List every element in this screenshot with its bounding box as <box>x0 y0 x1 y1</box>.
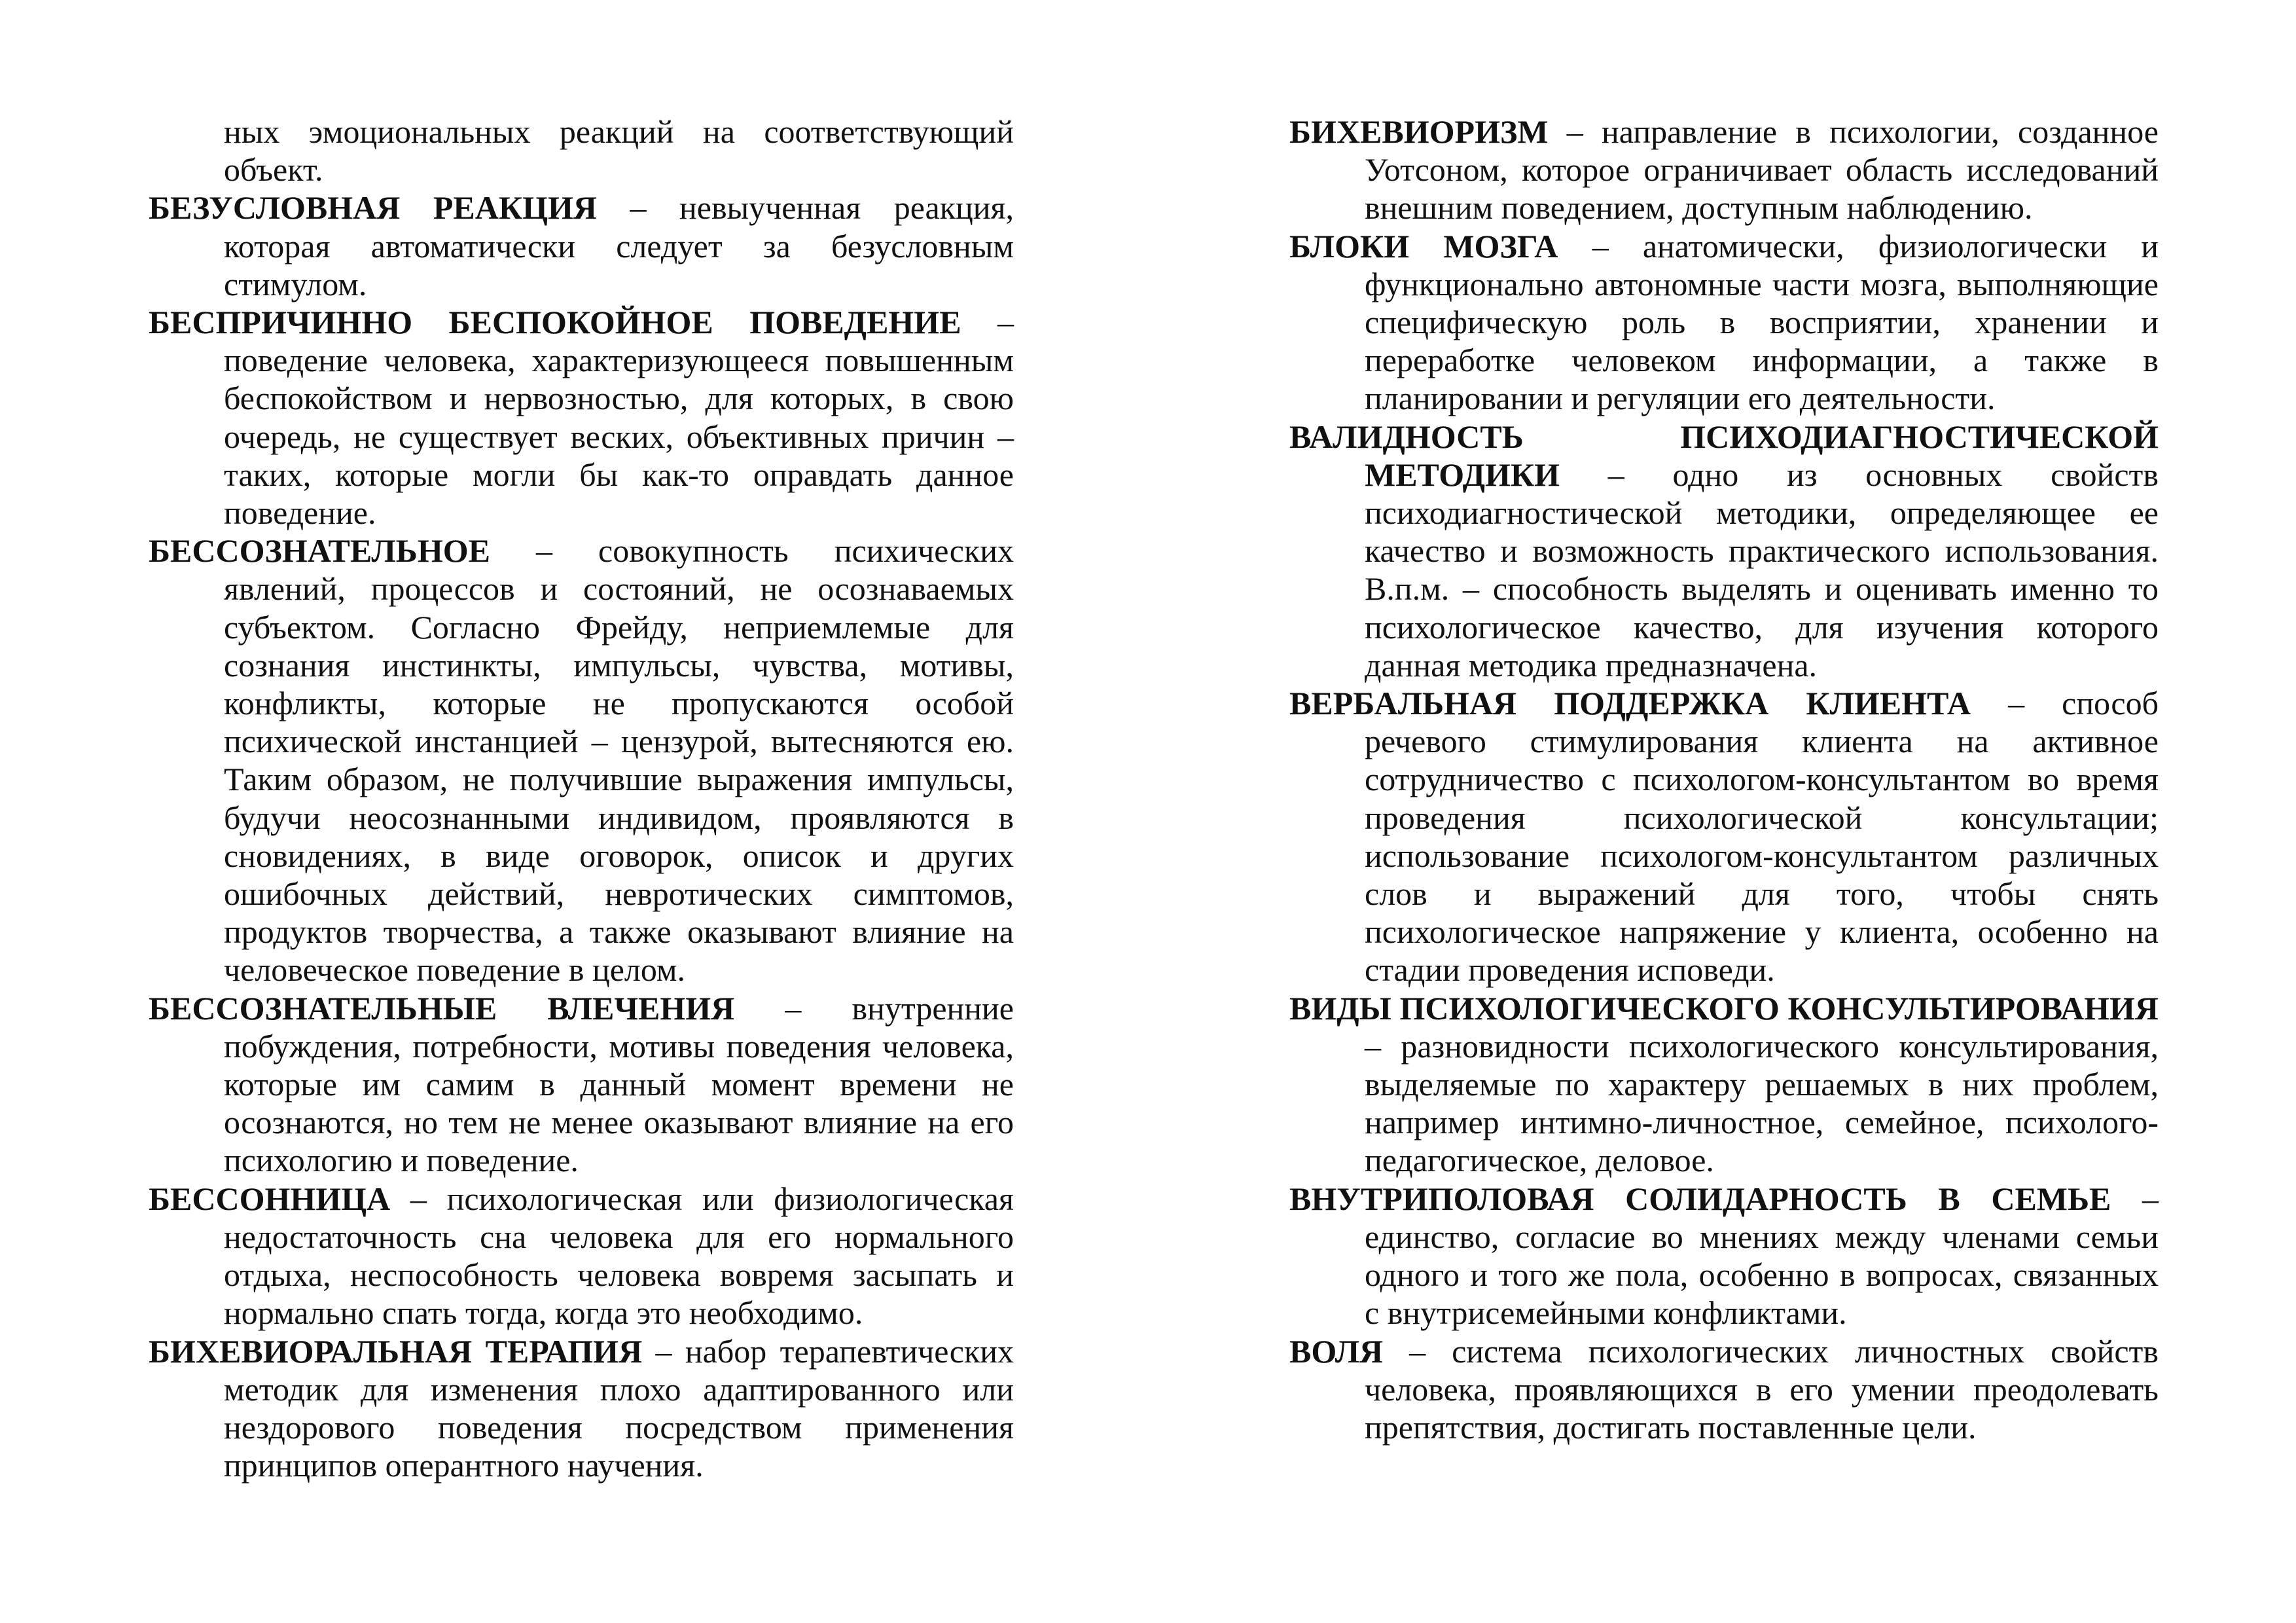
entry-term: ВЕРБАЛЬНАЯ ПОДДЕРЖКА КЛИЕНТА <box>1289 685 1971 722</box>
entry-definition: – невыученная реакция, которая автоматически следует за безусловным стимулом. <box>224 189 1014 302</box>
dictionary-entry <box>1289 418 2159 684</box>
dictionary-entry <box>149 989 1014 1180</box>
dictionary-entry <box>1289 113 2159 227</box>
entry-term: ВАЛИДНОСТЬ ПСИХОДИАГНОСТИЧЕСКОЙ МЕТОДИКИ <box>1289 418 2159 493</box>
entry-term: БЛОКИ МОЗГА <box>1289 227 1558 264</box>
entry-definition: – психологическая или физиологическая недостаточность сна человека для его нормального отдыха, неспособность человека вовремя засыпать и нормально спать тогда, когда это необходимо. <box>224 1180 1014 1332</box>
dictionary-entry <box>1289 989 2159 1180</box>
dictionary-entry <box>1289 1180 2159 1332</box>
entry-term: ВНУТРИПОЛОВАЯ СОЛИДАРНОСТЬ В СЕМЬЕ <box>1289 1180 2111 1217</box>
entry-definition: – внутренние побуждения, потребности, мотивы поведения человека, которые им самим в данный момент времени не осознаются, но тем не менее оказывают влияние на его психологию и поведение. <box>224 989 1014 1179</box>
entry-definition: – система психологических личностных свойств человека, проявляющихся в его умении преодолевать препятствия, достигать поставленные цели. <box>1365 1332 2159 1446</box>
continuation-text: ных эмоциональных реакций на соответствующий объект. <box>224 113 1014 189</box>
entry-term: БИХЕВИОРАЛЬНАЯ ТЕРАПИЯ <box>149 1332 643 1370</box>
entry-term: БИХЕВИОРИЗМ <box>1289 113 1549 150</box>
entry-definition: – способ речевого стимулирования клиента на активное сотрудничество с психологом-консультантом во время проведения психологической консультации; использование психологом-консультантом различных слов и выражений для того, чтобы снять психологическое напряжение у клиента, особенно на стадии проведения исповеди. <box>1365 685 2159 989</box>
entry-term: ВОЛЯ <box>1289 1332 1384 1370</box>
entry-term: БЕССОЗНАТЕЛЬНОЕ <box>149 532 490 570</box>
dictionary-entry <box>149 303 1014 532</box>
entry-definition: – набор терапевтических методик для изменения плохо адаптированного или нездорового поведения посредством применения принципов оперантного научения. <box>224 1332 1014 1484</box>
entry-term: БЕСПРИЧИННО БЕСПОКОЙНОЕ ПОВЕДЕНИЕ <box>149 304 961 341</box>
entry-definition: – анатомически, физиологически и функционально автономные части мозга, выполняющие специфическую роль в восприятии, хранении и переработке человеком информации, а также в планировании и регуляции его деятельности. <box>1365 227 2159 417</box>
dictionary-entry <box>1289 227 2159 418</box>
entry-definition: – разновидности психологического консультирования, выделяемые по характеру решаемых в них проблем, например интимно-личностное, семейное, психолого-педагогическое, деловое. <box>1365 1027 2159 1179</box>
dictionary-entry <box>149 189 1014 303</box>
entry-definition: – направление в психологии, созданное Уотсоном, которое ограничивает область исследований внешним поведением, доступным наблюдению. <box>1365 113 2159 227</box>
entry-term: БЕЗУСЛОВНАЯ РЕАКЦИЯ <box>149 189 597 227</box>
entry-term: БЕССОННИЦА <box>149 1180 391 1217</box>
left-page <box>149 113 1014 1484</box>
dictionary-entry <box>149 532 1014 989</box>
right-page <box>1289 113 2159 1446</box>
entry-definition: – совокупность психических явлений, процессов и состояний, не осознаваемых субъектом. Согласно Фрейду, неприемлемые для сознания инстинкты, импульсы, чувства, мотивы, конфликты, которые не пропускаются особой психической инстанцией – цензурой, вытесняются ею. Таким образом, не получившие выражения импульсы, будучи неосознанными индивидом, проявляются в сновидениях, в виде оговорок, описок и других ошибочных действий, невротических симптомов, продуктов творчества, а также оказывают влияние на человеческое поведение в целом. <box>224 532 1014 989</box>
entry-definition: – единство, согласие во мнениях между членами семьи одного и того же пола, особенно в вопросах, связанных с внутрисемейными конфликтами. <box>1365 1180 2159 1332</box>
dictionary-entry <box>1289 1332 2159 1447</box>
entry-definition: – одно из основных свойств психодиагностической методики, определяющее ее качество и возможность практического использования. В.п.м. – способность выделять и оценивать именно то психологическое качество, для изучения которого данная методика предназначена. <box>1365 456 2159 684</box>
entry-term: БЕССОЗНАТЕЛЬНЫЕ ВЛЕЧЕНИЯ <box>149 989 735 1027</box>
dictionary-entry <box>1289 684 2159 989</box>
entry-term: ВИДЫ ПСИХОЛОГИЧЕСКОГО КОНСУЛЬТИРОВАНИЯ <box>1289 989 2159 1027</box>
dictionary-entry <box>149 1332 1014 1485</box>
entry-definition: – поведение человека, характеризующееся повышенным беспокойством и нервозностью, для которых, в свою очередь, не существует веских, объективных причин – таких, которые могли бы как-то оправдать данное поведение. <box>224 304 1014 532</box>
dictionary-entry <box>149 1180 1014 1332</box>
